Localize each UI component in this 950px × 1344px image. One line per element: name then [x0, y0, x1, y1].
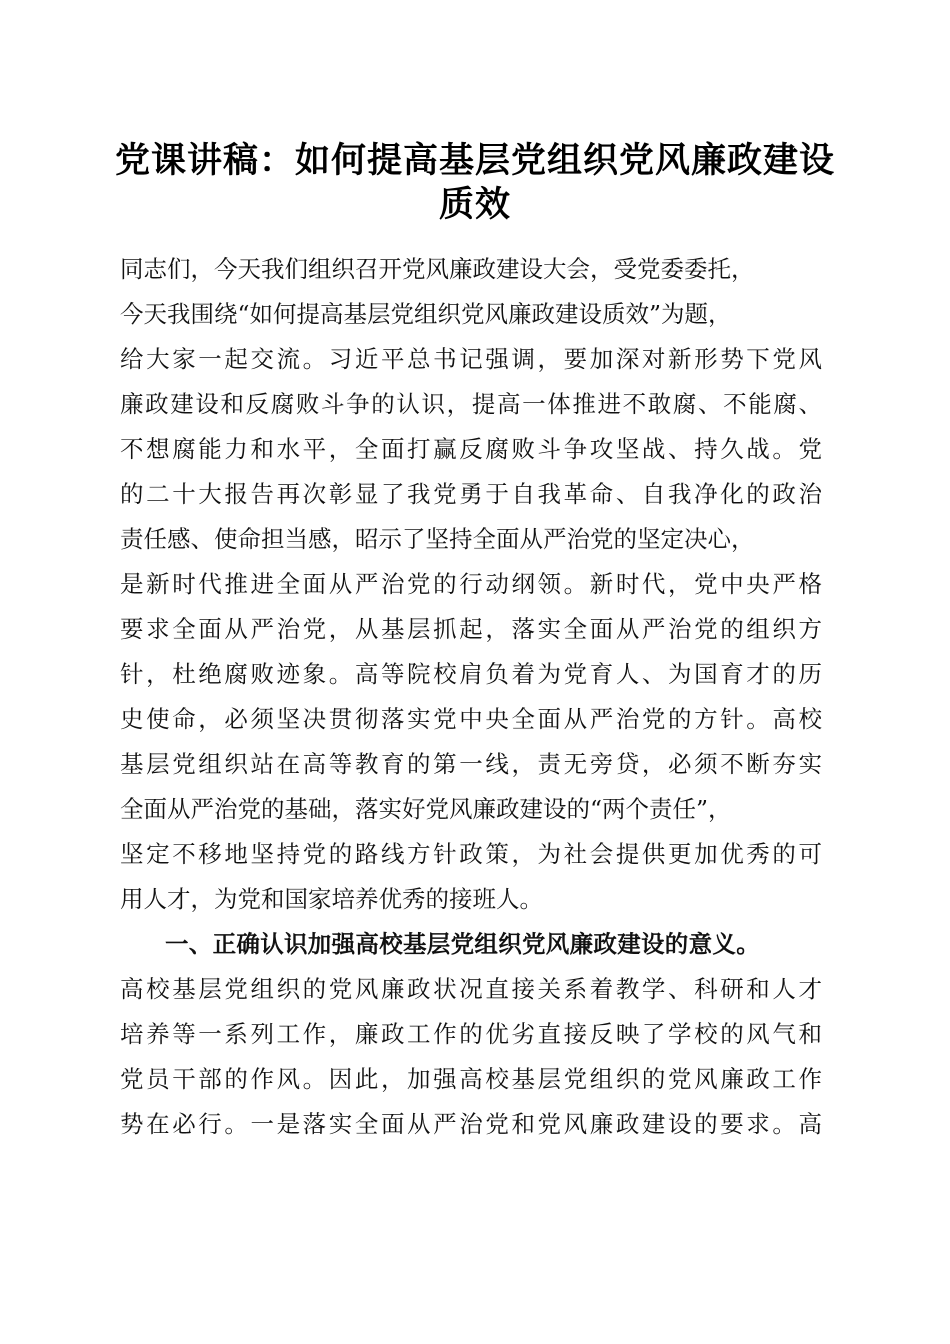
section-heading: 一、正确认识加强高校基层党组织党风廉政建设的意义。 — [165, 930, 760, 958]
document-title-line-1: 党课讲稿：如何提高基层党组织党风廉政建设 — [114, 140, 835, 181]
body-line: 势在必行。一是落实全面从严治党和党风廉政建设的要求。高 — [120, 1110, 822, 1138]
body-line: 用人才，为党和国家培养优秀的接班人。 — [120, 885, 543, 913]
document-title-line-2: 质效 — [438, 184, 511, 225]
body-line: 是新时代推进全面从严治党的行动纲领。新时代，党中央严格 — [120, 570, 822, 598]
body-line: 要求全面从严治党，从基层抓起，落实全面从严治党的组织方 — [120, 615, 822, 643]
body-line: 坚定不移地坚持党的路线方针政策，为社会提供更加优秀的可 — [120, 840, 822, 868]
body-line: 高校基层党组织的党风廉政状况直接关系着教学、科研和人才 — [120, 975, 822, 1003]
body-line: 党员干部的作风。因此，加强高校基层党组织的党风廉政工作 — [120, 1065, 822, 1093]
body-line: 全面从严治党的基础，落实好党风廉政建设的“两个责任”， — [120, 795, 732, 823]
body-line: 给大家一起交流。习近平总书记强调，要加深对新形势下党风 — [120, 345, 822, 373]
body-line: 责任感、使命担当感，昭示了坚持全面从严治党的坚定决心， — [120, 525, 755, 553]
body-line: 史使命，必须坚决贯彻落实党中央全面从严治党的方针。高校 — [120, 705, 822, 733]
body-line: 的二十大报告再次彰显了我党勇于自我革命、自我净化的政治 — [120, 480, 822, 508]
body-line: 基层党组织站在高等教育的第一线，责无旁贷，必须不断夯实 — [120, 750, 822, 778]
body-line: 同志们，今天我们组织召开党风廉政建设大会，受党委委托， — [120, 255, 755, 283]
body-line: 针，杜绝腐败迹象。高等院校肩负着为党育人、为国育才的历 — [120, 660, 822, 688]
body-line: 不想腐能力和水平，全面打赢反腐败斗争攻坚战、持久战。党 — [120, 435, 822, 463]
body-line: 培养等一系列工作，廉政工作的优劣直接反映了学校的风气和 — [120, 1020, 822, 1048]
body-line: 廉政建设和反腐败斗争的认识，提高一体推进不敢腐、不能腐、 — [120, 390, 822, 418]
body-line: 今天我围绕“如何提高基层党组织党风廉政建设质效”为题， — [120, 300, 732, 328]
